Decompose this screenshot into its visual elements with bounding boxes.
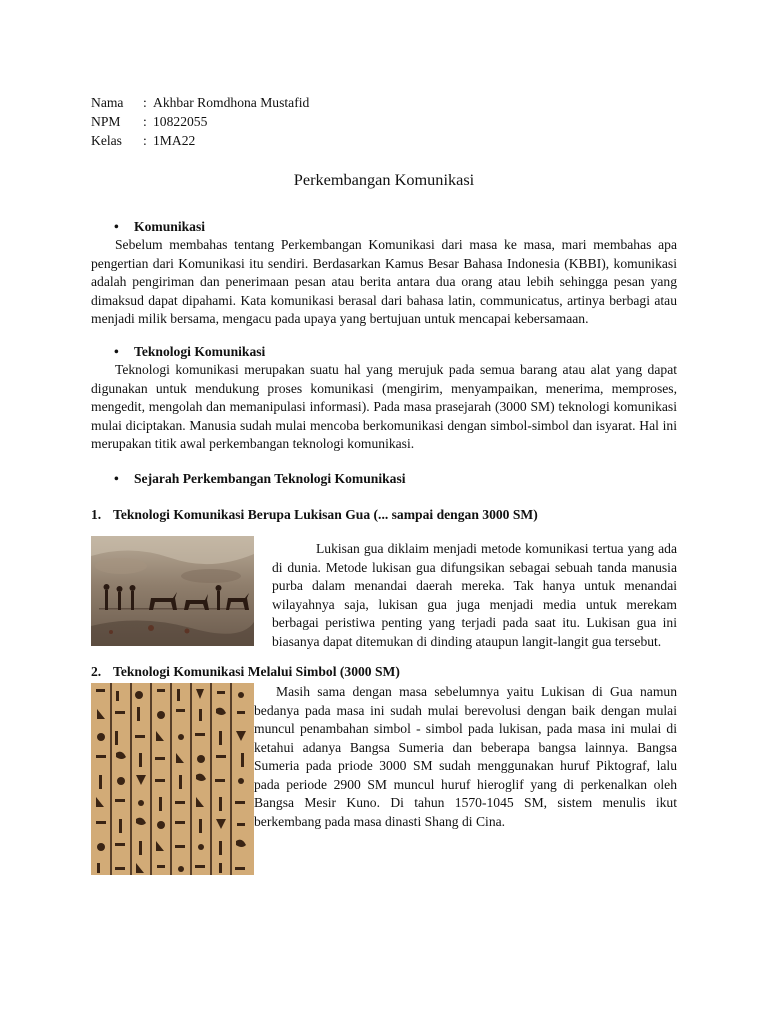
npm-value: 10822055 <box>153 114 208 129</box>
section-heading-label: Teknologi Komunikasi <box>134 344 266 359</box>
page-title: Perkembangan Komunikasi <box>293 170 475 189</box>
hieroglyph-papyrus-image <box>91 683 254 875</box>
class-value: 1MA22 <box>153 133 196 148</box>
section-heading-label: Komunikasi <box>134 219 206 234</box>
bullet-icon: • <box>114 219 119 234</box>
bullet-icon: • <box>114 344 119 359</box>
section-heading-sejarah <box>114 470 406 489</box>
item-2-paragraph: Masih sama dengan masa sebelumnya yaitu Lukisan di Gua namun bedanya pada masa ini sudah mulai berevolusi dengan baik dengan mulai muncul penambahan simbol - simbol pada lukisan, pada masa ini mulai di ketahui adanya Bangsa Sumeria dan beberapa bangsa lainnya. Bangsa Sumeria pada priode 3000 SM sudah menggunakan huruf Piktograf, lalu pada periode 2900 SM muncul huruf hieroglif yang di perkenalkan oleh Bangsa Mesir Kuno. Di tahun 1570-1045 SM, sistem menulis ikut berkembang pada masa dinasti Shang di Cina. <box>254 684 677 829</box>
numbered-heading-1 <box>91 506 538 525</box>
numbered-heading-2 <box>91 663 400 682</box>
class-row <box>91 132 511 151</box>
name-row <box>91 94 511 113</box>
class-label: Kelas <box>91 133 122 148</box>
section-heading-label: Sejarah Perkembangan Teknologi Komunikasi <box>134 471 406 486</box>
name-label: Nama <box>91 95 124 110</box>
item-heading-label: Teknologi Komunikasi Berupa Lukisan Gua (... sampai dengan 3000 SM) <box>113 507 538 522</box>
item-heading-label: Teknologi Komunikasi Melalui Simbol (3000 SM) <box>113 664 400 679</box>
class-separator: : <box>143 133 147 148</box>
name-value: Akhbar Romdhona Mustafid <box>153 95 310 110</box>
item-number: 1. <box>91 507 102 522</box>
item-number: 2. <box>91 664 102 679</box>
npm-label: NPM <box>91 114 121 129</box>
bullet-icon: • <box>114 471 119 486</box>
teknologi-paragraph: Teknologi komunikasi merupakan suatu hal yang merujuk pada semua barang atau alat yang dapat digunakan untuk mendukung proses komunikasi (mengirim, menyampaikan, menerima, memproses, mengedit, mengolah dan memanipulasi informasi). Pada masa prasejarah (3000 SM) teknologi komunikasi mulai diciptakan. Manusia sudah mulai mencoba berkomunikasi dengan simbol-simbol dan isyarat. Hal ini merupakan titik awal perkembangan teknologi komunikasi. <box>91 362 677 451</box>
section-heading-teknologi <box>114 343 265 362</box>
npm-row <box>91 113 511 132</box>
cave-painting-image <box>91 536 254 646</box>
item-1-paragraph: Lukisan gua diklaim menjadi metode komunikasi tertua yang ada di dunia. Metode lukisan gua difungsikan sebagai sebuah tanda manusia purba dalam menandai daerah mereka. Tak hanya untuk menandai wilayahnya saja, lukisan gua juga menjadi media untuk merekam berbagai peristiwa penting yang terjadi pada saat itu. Lukisan gua ini biasanya dapat ditemukan di dinding ataupun langit-langit gua tersebut. <box>272 541 677 649</box>
komunikasi-paragraph: Sebelum membahas tentang Perkembangan Komunikasi dari masa ke masa, mari membahas apa pengertian dari Komunikasi itu sendiri. Berdasarkan Kamus Besar Bahasa Indonesia (KBBI), komunikasi adalah pengiriman dan penerimaan pesan atau berita antara dua orang atau lebih sehingga pesan yang dimaksud dapat dipahami. Kata komunikasi berasal dari bahasa latin, communicatus, artinya berbagi atau menjadi milik bersama, mengacu pada upaya yang bertujuan untuk mencapai kebersamaan. <box>91 237 677 326</box>
student-info <box>91 94 511 151</box>
section-heading-komunikasi <box>114 218 205 237</box>
npm-separator: : <box>143 114 147 129</box>
name-separator: : <box>143 95 147 110</box>
